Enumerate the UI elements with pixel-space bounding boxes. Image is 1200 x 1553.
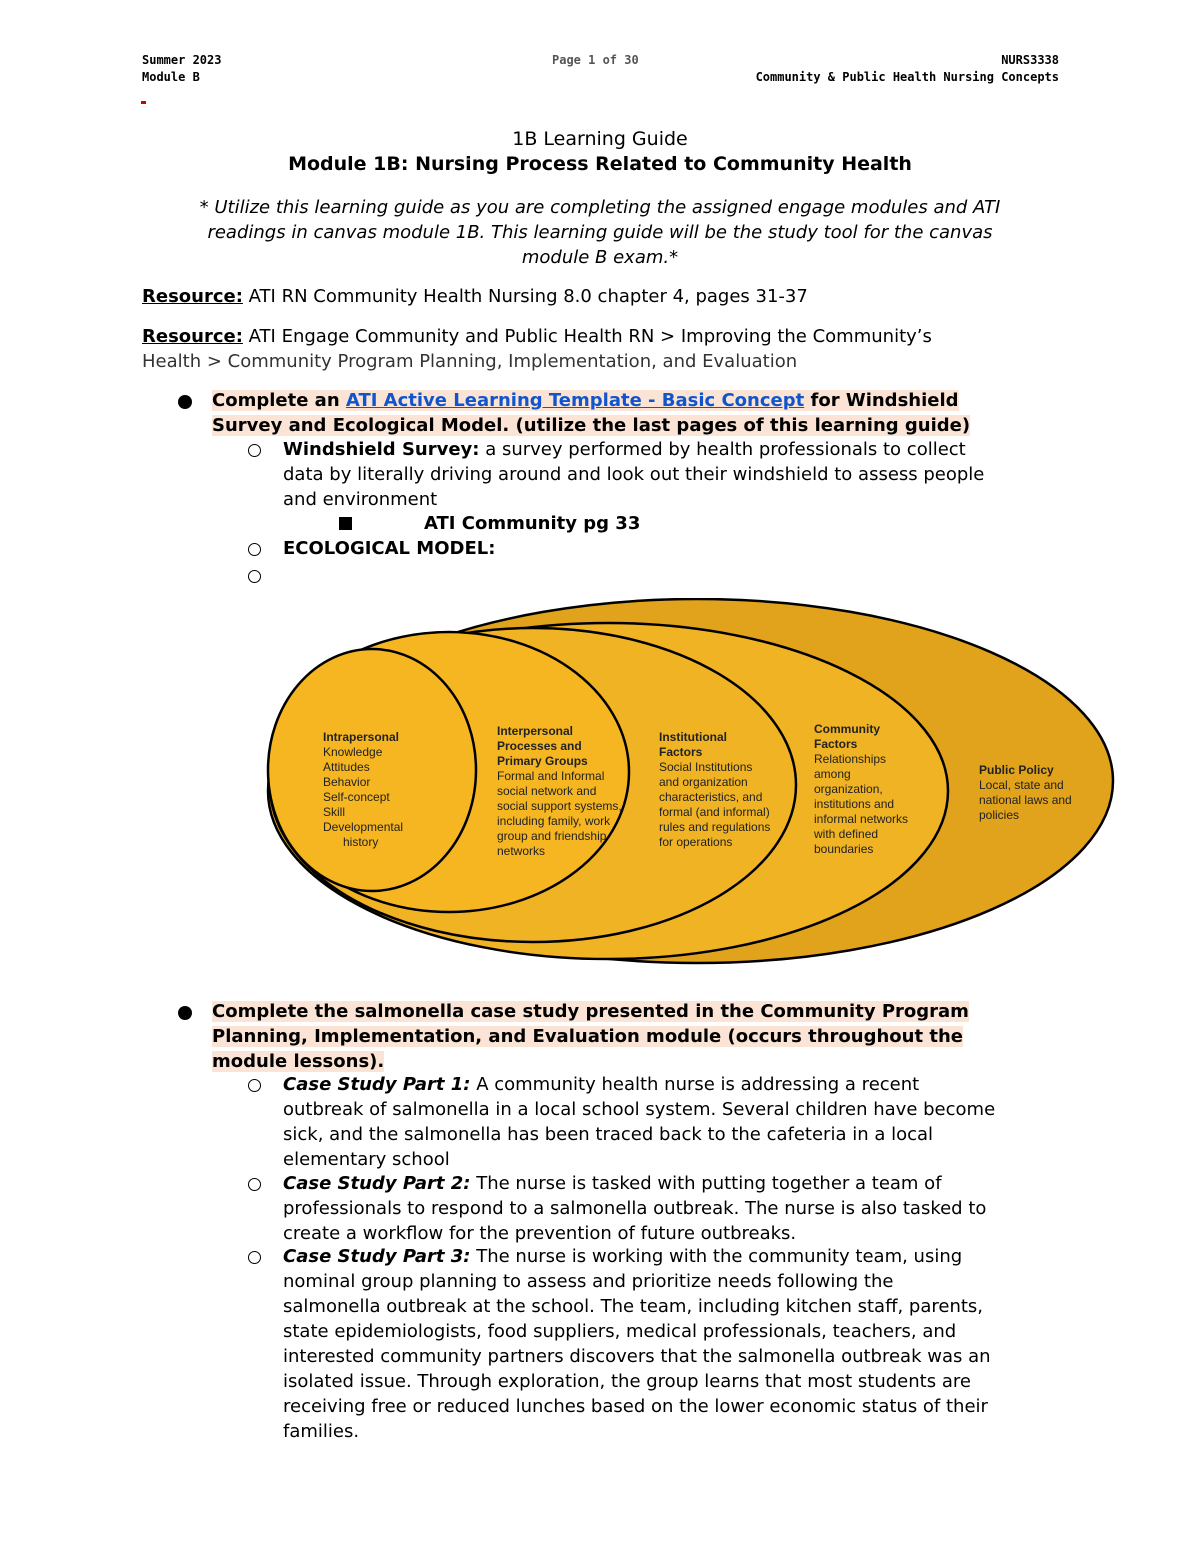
- case-study-part-3: Case Study Part 3: The nurse is working with the community team, using nominal group planning to assess and prioritize needs following the salmonella outbreak at the school. The team, including kitchen staff, parents, state epidemiologists, food suppliers, medical professionals, teachers, and interested community partners discovers that the salmonella outbreak was an isolated issue. Through exploration, the group learns that most students are receiving free or reduced lunches based on the lower economic status of their families.: [283, 1246, 991, 1442]
- level-interpersonal: Interpersonal Processes and Primary Groups Formal and Informal social network and social support systems, including family, work group and friendship networks: [497, 724, 622, 858]
- task-windshield-ecological: Complete an ATI Active Learning Template - Basic Concept for Windshield Survey and Ecological Model. (utilize the last pages of this learning guide): [212, 390, 971, 436]
- bullet-icon: [178, 395, 192, 409]
- task-salmonella-case-study: Complete the salmonella case study presented in the Community Program Planning, Implementation, and Evaluation module (occurs throughout the module lessons).: [212, 1001, 969, 1072]
- red-mark: [141, 101, 146, 104]
- resource-label: Resource:: [142, 326, 243, 347]
- circle-bullet-icon: [248, 444, 261, 457]
- level-public-policy: Public Policy Local, state and national laws and policies: [979, 763, 1072, 822]
- ecological-model-label: ECOLOGICAL MODEL:: [283, 538, 496, 559]
- circle-bullet-icon: [248, 1178, 261, 1191]
- header-course-title: Community & Public Health Nursing Concepts: [755, 70, 1059, 84]
- page-subtitle: Module 1B: Nursing Process Related to Community Health: [288, 153, 912, 175]
- square-bullet-icon: [339, 517, 352, 530]
- header-course-code: NURS3338: [1001, 53, 1059, 67]
- header-page-number: Page 1 of 30: [552, 53, 639, 67]
- level-institutional: Institutional Factors Social Institutions and organization characteristics, and formal (and informal) rules and regulations for operations: [659, 730, 771, 849]
- header-term: Summer 2023: [142, 53, 222, 67]
- circle-bullet-icon: [248, 1079, 261, 1092]
- instructions-note: * Utilize this learning guide as you are completing the assigned engage modules and ATI readings in canvas module 1B. This learning guide will be the study tool for the canvas module B exam.*: [199, 197, 1001, 268]
- page-title: 1B Learning Guide: [512, 128, 688, 150]
- ati-page-reference: ATI Community pg 33: [424, 513, 641, 534]
- resource-2: Resource: ATI Engage Community and Public Health RN > Improving the Community’s Health > Community Program Planning, Implementation, and Evaluation: [142, 326, 932, 372]
- level-community: Community Factors Relationships among organization, institutions and informal networks with defined boundaries: [814, 722, 909, 856]
- header-module: Module B: [142, 70, 200, 84]
- ati-template-link[interactable]: ATI Active Learning Template - Basic Concept: [345, 390, 805, 411]
- resource-1: Resource: ATI RN Community Health Nursing 8.0 chapter 4, pages 31-37: [142, 286, 808, 307]
- circle-bullet-icon: [248, 570, 261, 583]
- circle-bullet-icon: [248, 1251, 261, 1264]
- case-study-part-1: Case Study Part 1: A community health nurse is addressing a recent outbreak of salmonella in a local school system. Several children have become sick, and the salmonella has been traced back to the cafeteria in a local elementary school: [283, 1074, 996, 1170]
- windshield-survey-definition: Windshield Survey: a survey performed by health professionals to collect data by literally driving around and look out their windshield to assess people and environment: [283, 439, 985, 510]
- circle-bullet-icon: [248, 543, 261, 556]
- case-study-part-2: Case Study Part 2: The nurse is tasked with putting together a team of professionals to respond to a salmonella outbreak. The nurse is also tasked to create a workflow for the prevention of future outbreaks.: [283, 1173, 987, 1244]
- level-intrapersonal: Intrapersonal Knowledge Attitudes Behavior Self-concept Skill Developmental history: [323, 730, 404, 849]
- resource-label: Resource:: [142, 286, 243, 307]
- bullet-icon: [178, 1006, 192, 1020]
